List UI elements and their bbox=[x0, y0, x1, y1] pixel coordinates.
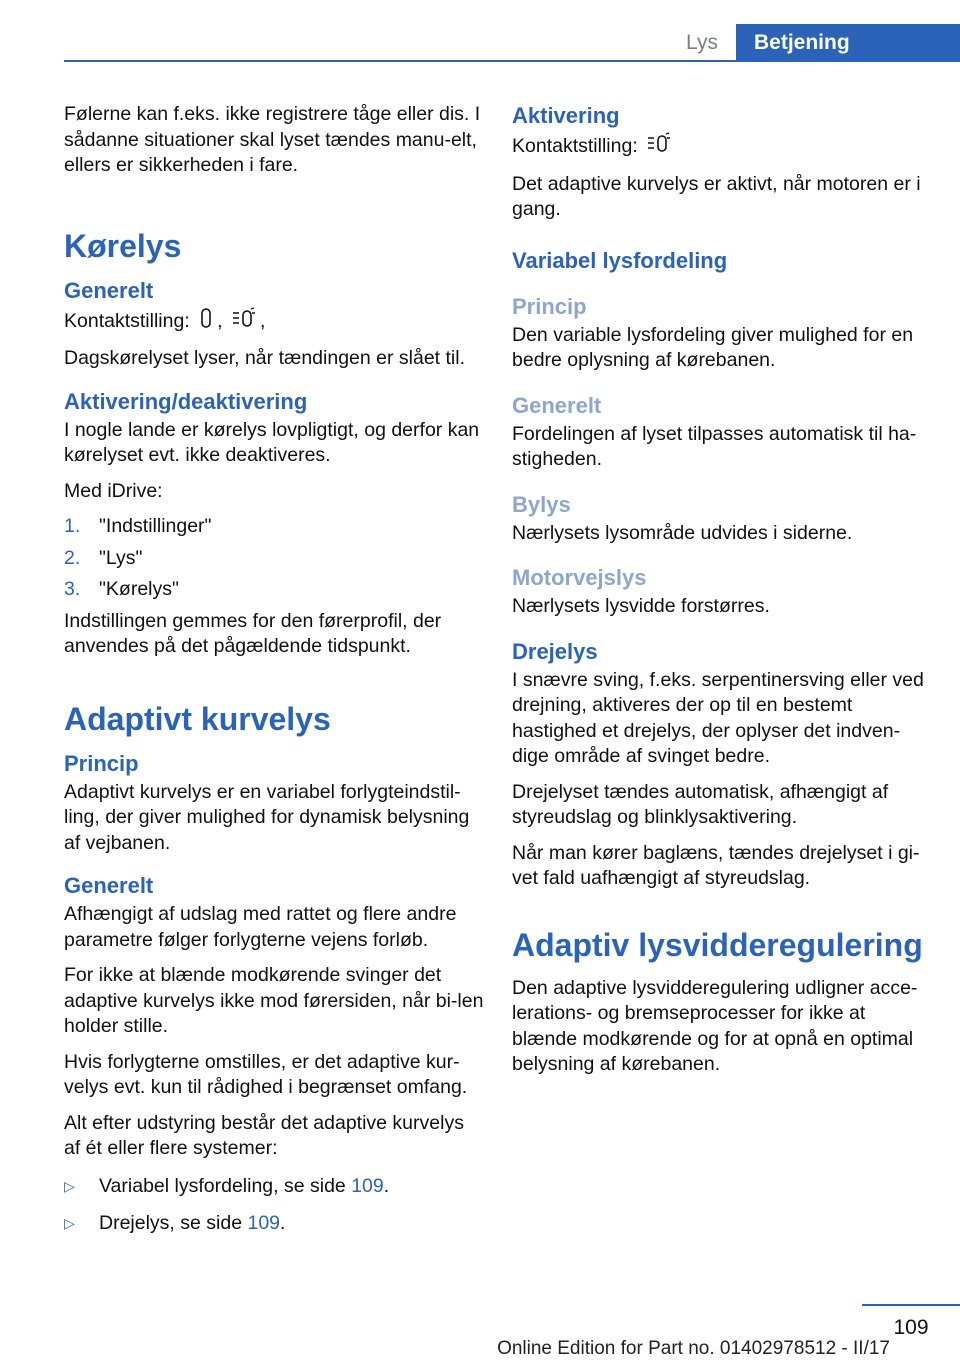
generelt-p3: Hvis forlygterne omstilles, er det adaptive kur-velys evt. kun til rådighed i begrænset omfang. bbox=[64, 1050, 468, 1098]
generelt-p2: For ikke at blænde modkørende svinger det adaptive kurvelys ikke mod førersiden, når bi-len holder stille. bbox=[64, 964, 484, 1037]
triangle-bullet-icon: ▷ bbox=[64, 1215, 75, 1231]
engine-running-icon bbox=[646, 132, 672, 162]
princip-paragraph: Adaptivt kurvelys er en variabel forlygteindstil-ling, der giver mulighed for dynamisk belysning af vejbanen. bbox=[64, 780, 470, 854]
med-idrive: Med iDrive: bbox=[64, 479, 163, 502]
kontakt-line-right bbox=[512, 132, 932, 162]
heading-variabel-lysfordeling: Variabel lysfordeling bbox=[512, 247, 728, 273]
heading-adaptiv-lysvidderegulering: Adaptiv lysvidderegulering bbox=[512, 926, 923, 963]
dags-paragraph: Dagskørelyset lyser, når tændingen er slået til. bbox=[64, 347, 466, 369]
aktiv-paragraph: Det adaptive kurvelys er aktivt, når motoren er i gang. bbox=[512, 172, 921, 220]
subheading-bylys: Bylys bbox=[512, 491, 571, 517]
heading-drejelys: Drejelys bbox=[512, 638, 598, 664]
list-item: ▷ Drejelys, se side 109. bbox=[64, 1211, 484, 1237]
list-item: 3. "Kørelys" bbox=[64, 578, 179, 600]
heading-aktivering: Aktivering bbox=[512, 103, 620, 128]
heading-korelys: Kørelys bbox=[64, 227, 182, 264]
subheading-generelt: Generelt bbox=[512, 392, 602, 418]
left-column bbox=[64, 102, 484, 1249]
motorvej-paragraph: Nærlysets lysvidde forstørres. bbox=[512, 595, 770, 617]
generelt-p1: Afhængigt af udslag med rattet og flere andre parametre følger forlygterne vejens forløb. bbox=[64, 903, 457, 951]
list-item: 2. "Lys" bbox=[64, 546, 143, 569]
tab-section-lys: Lys bbox=[686, 31, 718, 54]
systems-list bbox=[64, 1174, 484, 1237]
page-link[interactable]: 109 bbox=[351, 1174, 384, 1197]
footer-rule bbox=[862, 1304, 960, 1306]
heading-generelt-2: Generelt bbox=[64, 873, 154, 898]
heading-adaptivt-kurvelys: Adaptivt kurvelys bbox=[64, 700, 331, 737]
lysvidde-paragraph: Den adaptive lysvidderegulering udligner acce-lerations- og bremseprocesser for ikke at blænde modkørende og for at opnå en optimal belysning af kørebanen. bbox=[512, 976, 918, 1075]
engine-running-icon bbox=[231, 307, 257, 337]
princip-paragraph-right: Den variable lysfordeling giver mulighed for en bedre oplysning af kørebanen. bbox=[512, 323, 914, 371]
tab-chapter-betjening: Betjening bbox=[736, 24, 960, 62]
bylys-paragraph: Nærlysets lysområde udvides i siderne. bbox=[512, 521, 853, 544]
heading-aktivering-deaktivering: Aktivering/deaktivering bbox=[64, 388, 308, 414]
heading-generelt: Generelt bbox=[64, 277, 154, 303]
edition-footer: Online Edition for Part no. 01402978512 - II/17 bbox=[497, 1338, 890, 1359]
generelt-p4: Alt efter udstyring består det adaptive kurvelys af ét eller flere systemer: bbox=[64, 1111, 464, 1159]
drejelys-p3: Når man kører baglæns, tændes drejelyset i gi-vet fald uafhængigt af styreudslag. bbox=[512, 841, 920, 889]
idrive-steps bbox=[64, 514, 484, 603]
lovpligt-paragraph: I nogle lande er kørelys lovpligtigt, og derfor kan kørelyset evt. ikke deaktiveres. bbox=[64, 418, 480, 466]
gemmes-paragraph: Indstillingen gemmes for den førerprofil, der anvendes på det pågældende tidspunkt. bbox=[64, 609, 442, 657]
right-column bbox=[512, 102, 932, 1088]
comma-1: , bbox=[217, 309, 223, 332]
kontakt-label: Kontaktstilling: bbox=[64, 309, 190, 332]
kontakt-line bbox=[64, 307, 484, 337]
intro-paragraph: Følerne kan f.eks. ikke registrere tåge eller dis. I sådanne situationer skal lyset tændes manu-elt, ellers er sikkerheden i fare. bbox=[64, 103, 481, 176]
drejelys-p2: Drejelyset tændes automatisk, afhængigt af styreudslag og blinklysaktivering. bbox=[512, 780, 889, 828]
kontakt-label: Kontaktstilling: bbox=[512, 134, 638, 157]
page-link[interactable]: 109 bbox=[247, 1212, 281, 1234]
comma-2: , bbox=[260, 309, 266, 332]
ignition-key-icon bbox=[198, 307, 214, 337]
drejelys-p1: I snævre sving, f.eks. serpentinersving eller ved drejning, aktiveres der op til en bestemt hastighed et drejelys, der oplyser det indven-dige område af svinget bedre. bbox=[512, 668, 924, 767]
triangle-bullet-icon: ▷ bbox=[64, 1177, 75, 1194]
heading-princip: Princip bbox=[64, 750, 139, 776]
list-item: 1. "Indstillinger" bbox=[64, 515, 212, 537]
list-item: ▷ Variabel lysfordeling, se side 109. bbox=[64, 1174, 484, 1200]
subheading-princip: Princip bbox=[512, 293, 587, 319]
subheading-motorvejslys: Motorvejslys bbox=[512, 565, 647, 590]
page-number: 109 bbox=[893, 1316, 929, 1339]
generelt-paragraph-right: Fordelingen af lyset tilpasses automatisk til ha-stigheden. bbox=[512, 422, 917, 470]
